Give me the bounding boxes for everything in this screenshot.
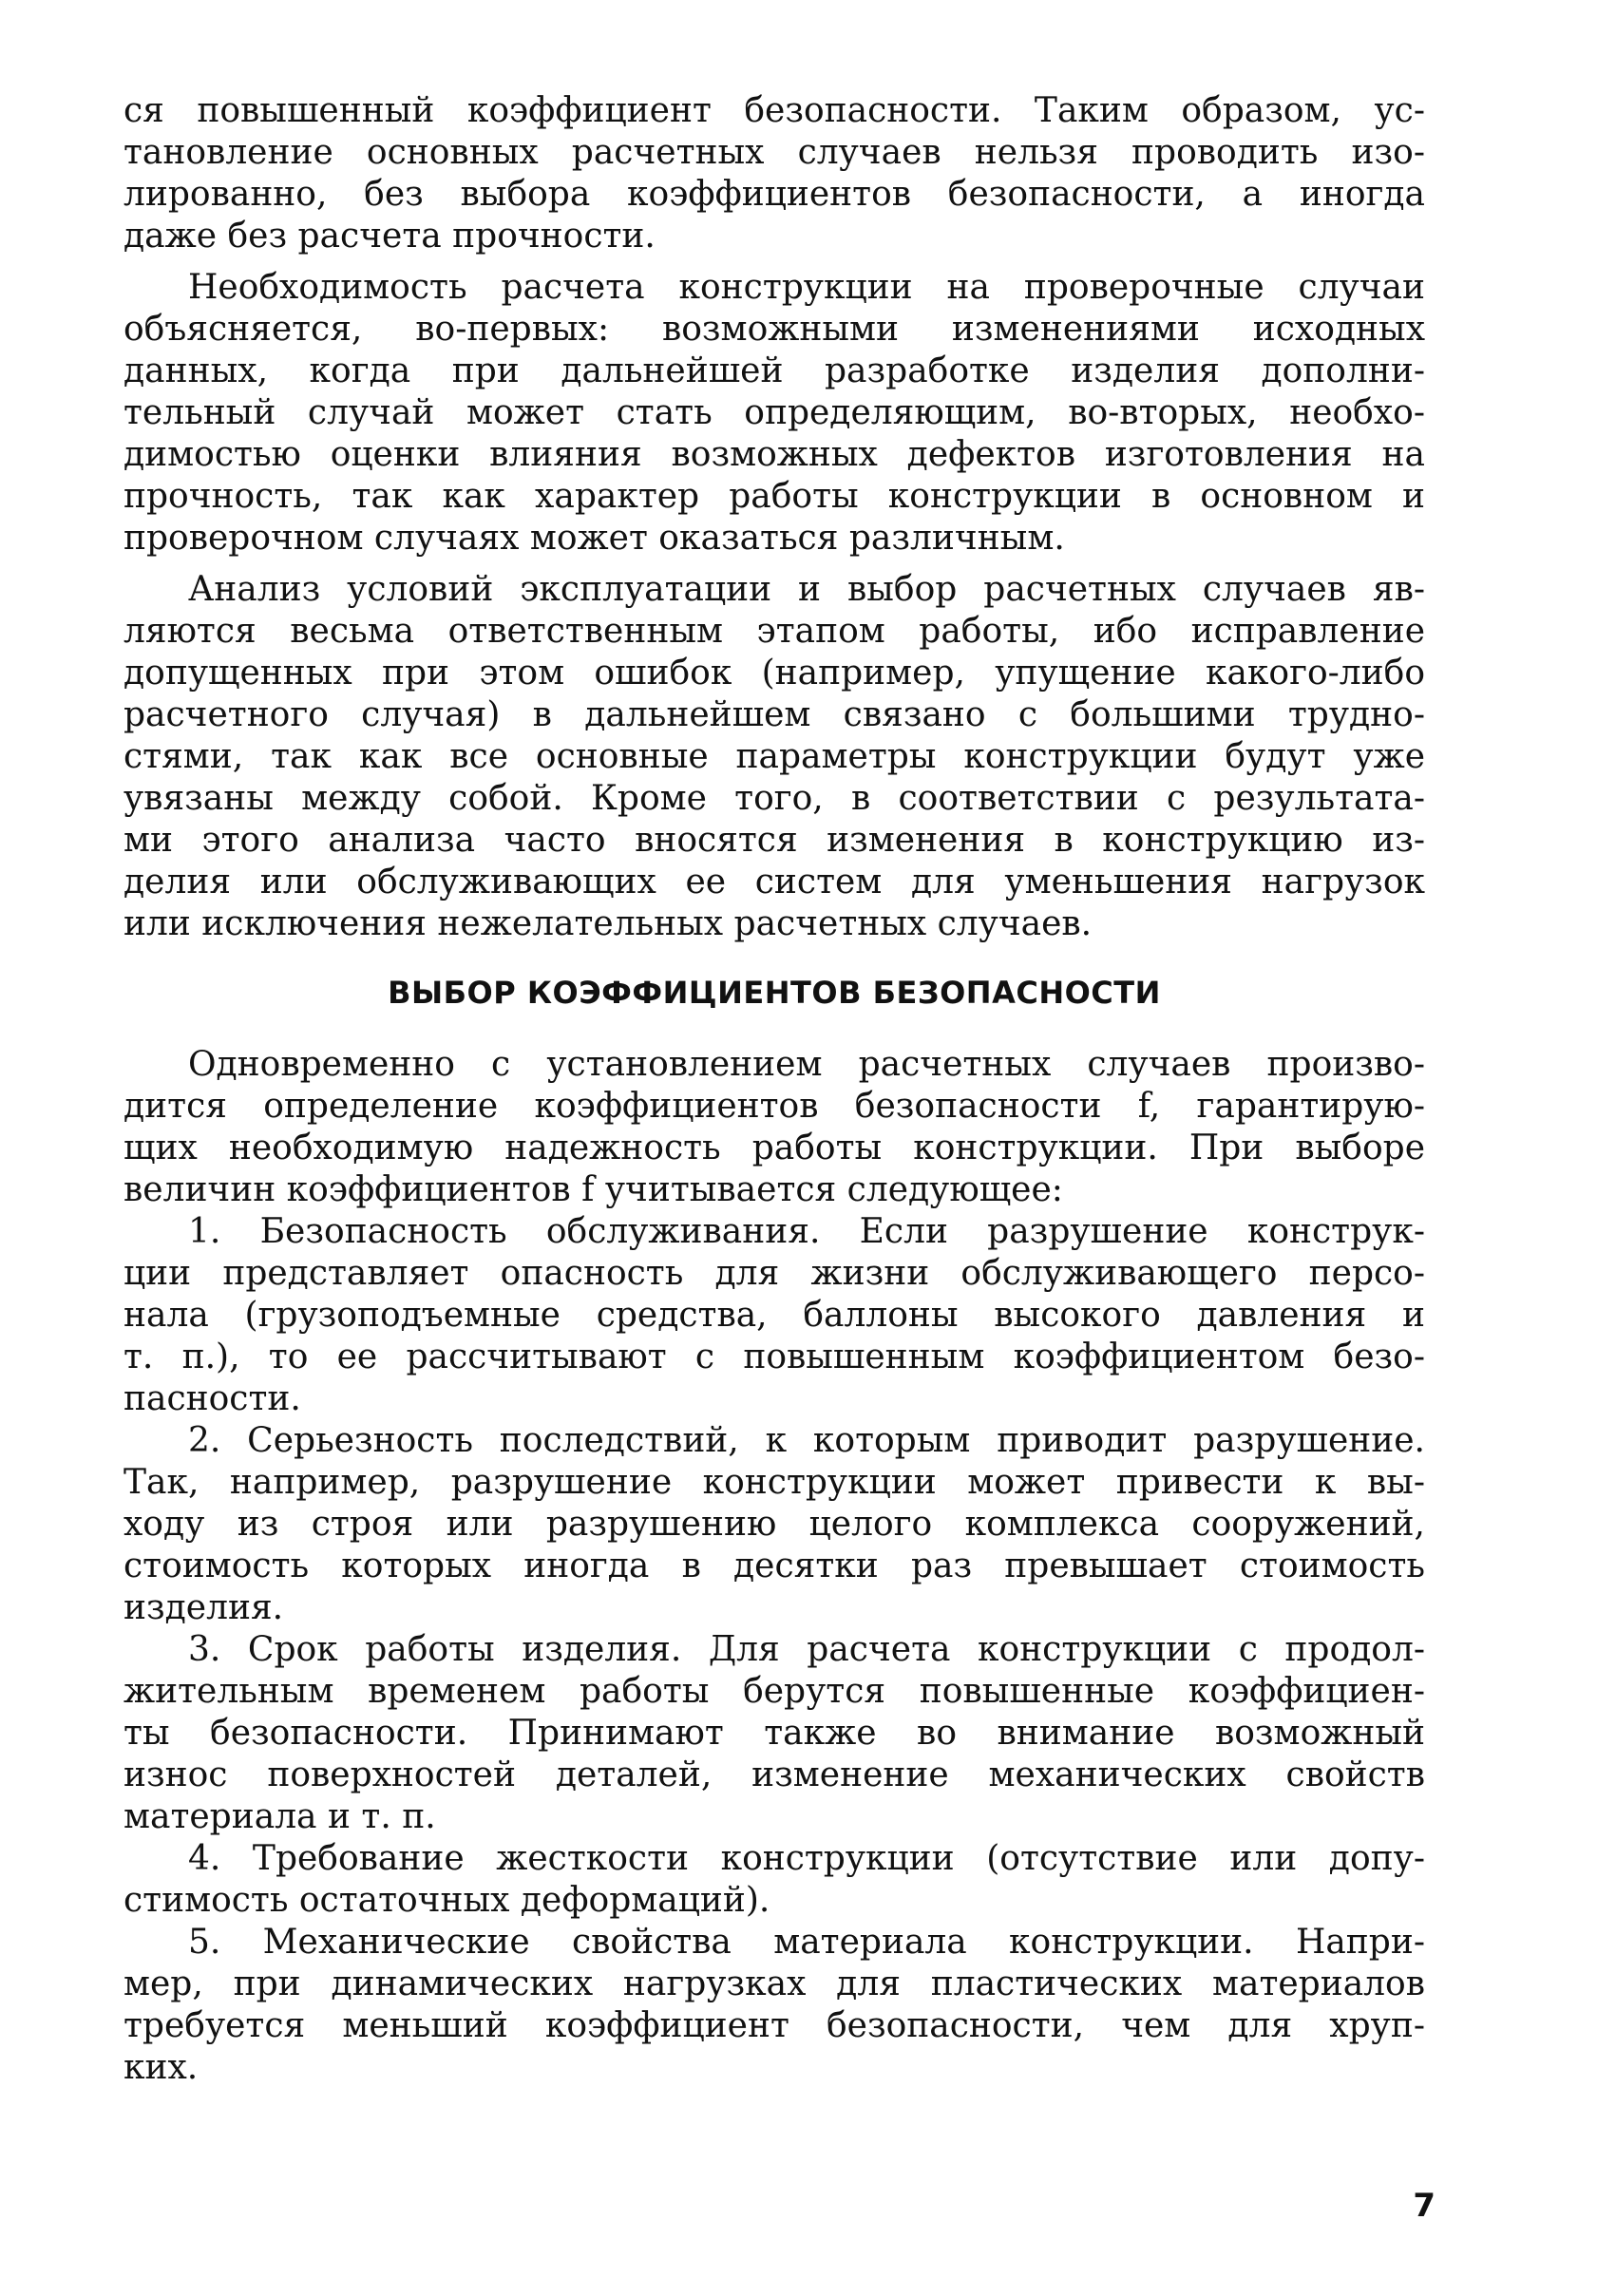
text-line: т. п.), то ее рассчитывают с повышенным коэффициентом безо- <box>124 1338 1425 1376</box>
text-line: стоимость которых иногда в десятки раз превышает стоимость <box>124 1546 1425 1585</box>
text-line: стями, так как все основные параметры конструкции будут уже <box>124 737 1425 776</box>
list-item-4 <box>124 1838 1425 1922</box>
text-line: нала (грузоподъемные средства, баллоны высокого давления и <box>124 1296 1425 1335</box>
list-item-1 <box>124 1211 1425 1420</box>
paragraph-verification-cases <box>124 267 1425 560</box>
text-line: 5. Механические свойства материала конструкции. Напри- <box>188 1923 1425 1962</box>
text-line: стимость остаточных деформаций). <box>124 1881 770 1920</box>
text-line: величин коэффициентов f учитывается следующее: <box>124 1170 1063 1209</box>
text-line: пасности. <box>124 1379 301 1418</box>
text-line: тельный случай может стать определяющим, во-вторых, необхо- <box>124 393 1425 432</box>
text-line: мер, при динамических нагрузках для пластических материалов <box>124 1964 1425 2003</box>
list-item-5 <box>124 1922 1425 2089</box>
text-line: ты безопасности. Принимают также во внимание возможный <box>124 1714 1425 1753</box>
text-line: 1. Безопасность обслуживания. Если разрушение конструк- <box>188 1212 1425 1251</box>
text-line: дится определение коэффициентов безопасности f, гарантирую- <box>124 1087 1425 1126</box>
text-line: материала и т. п. <box>124 1797 436 1836</box>
text-line: ляются весьма ответственным этапом работы, ибо исправление <box>124 612 1425 651</box>
text-line: лированно, без выбора коэффициентов безопасности, а иногда <box>124 175 1425 214</box>
text-line: тановление основных расчетных случаев нельзя проводить изо- <box>124 133 1425 172</box>
page-body <box>124 90 1425 2089</box>
text-line: Анализ условий эксплуатации и выбор расчетных случаев яв- <box>188 570 1425 609</box>
text-line: ходу из строя или разрушению целого комплекса сооружений, <box>124 1505 1425 1544</box>
text-line: 3. Срок работы изделия. Для расчета конструкции с продол- <box>188 1630 1425 1669</box>
text-line: требуется меньший коэффициент безопасности, чем для хруп- <box>124 2006 1425 2045</box>
text-line: объясняется, во-первых: возможными изменениями исходных <box>124 310 1425 349</box>
text-line: 4. Требование жесткости конструкции (отсутствие или допу- <box>188 1839 1425 1878</box>
section-heading: ВЫБОР КОЭФФИЦИЕНТОВ БЕЗОПАСНОСТИ <box>388 975 1161 1011</box>
paragraph-intro <box>124 1044 1425 1211</box>
text-line: димостью оценки влияния возможных дефектов изготовления на <box>124 435 1425 474</box>
text-line: увязаны между собой. Кроме того, в соответствии с результата- <box>124 779 1425 818</box>
text-line: щих необходимую надежность работы конструкции. При выборе <box>124 1129 1425 1167</box>
text-line: жительным временем работы берутся повышенные коэффициен- <box>124 1672 1425 1711</box>
text-line: допущенных при этом ошибок (например, упущение какого-либо <box>124 654 1425 693</box>
text-line: 2. Серьезность последствий, к которым приводит разрушение. <box>188 1421 1425 1460</box>
list-item-2 <box>124 1420 1425 1629</box>
paragraph-analysis <box>124 569 1425 945</box>
text-line: даже без расчета прочности. <box>124 217 656 256</box>
text-line: расчетного случая) в дальнейшем связано с большими трудно- <box>124 695 1425 734</box>
text-line: или исключения нежелательных расчетных случаев. <box>124 904 1093 943</box>
text-line: Так, например, разрушение конструкции может привести к вы- <box>124 1463 1425 1502</box>
paragraph-continuation <box>124 90 1425 257</box>
text-line: данных, когда при дальнейшей разработке изделия дополни- <box>124 351 1425 390</box>
text-line: ции представляет опасность для жизни обслуживающего персо- <box>124 1254 1425 1293</box>
text-line: делия или обслуживающих ее систем для уменьшения нагрузок <box>124 863 1425 901</box>
text-line: Одновременно с установлением расчетных случаев произво- <box>188 1045 1425 1084</box>
text-line: изделия. <box>124 1588 284 1627</box>
text-line: Необходимость расчета конструкции на проверочные случаи <box>188 268 1425 307</box>
text-line: ких. <box>124 2048 199 2087</box>
text-line: проверочном случаях может оказаться различным. <box>124 519 1065 558</box>
text-line: износ поверхностей деталей, изменение механических свойств <box>124 1755 1425 1794</box>
page-number: 7 <box>1413 2187 1435 2225</box>
text-line: прочность, так как характер работы конструкции в основном и <box>124 477 1425 516</box>
text-line: ся повышенный коэффициент безопасности. Таким образом, ус- <box>124 91 1425 130</box>
list-item-3 <box>124 1629 1425 1838</box>
text-line: ми этого анализа часто вносятся изменения в конструкцию из- <box>124 821 1425 860</box>
